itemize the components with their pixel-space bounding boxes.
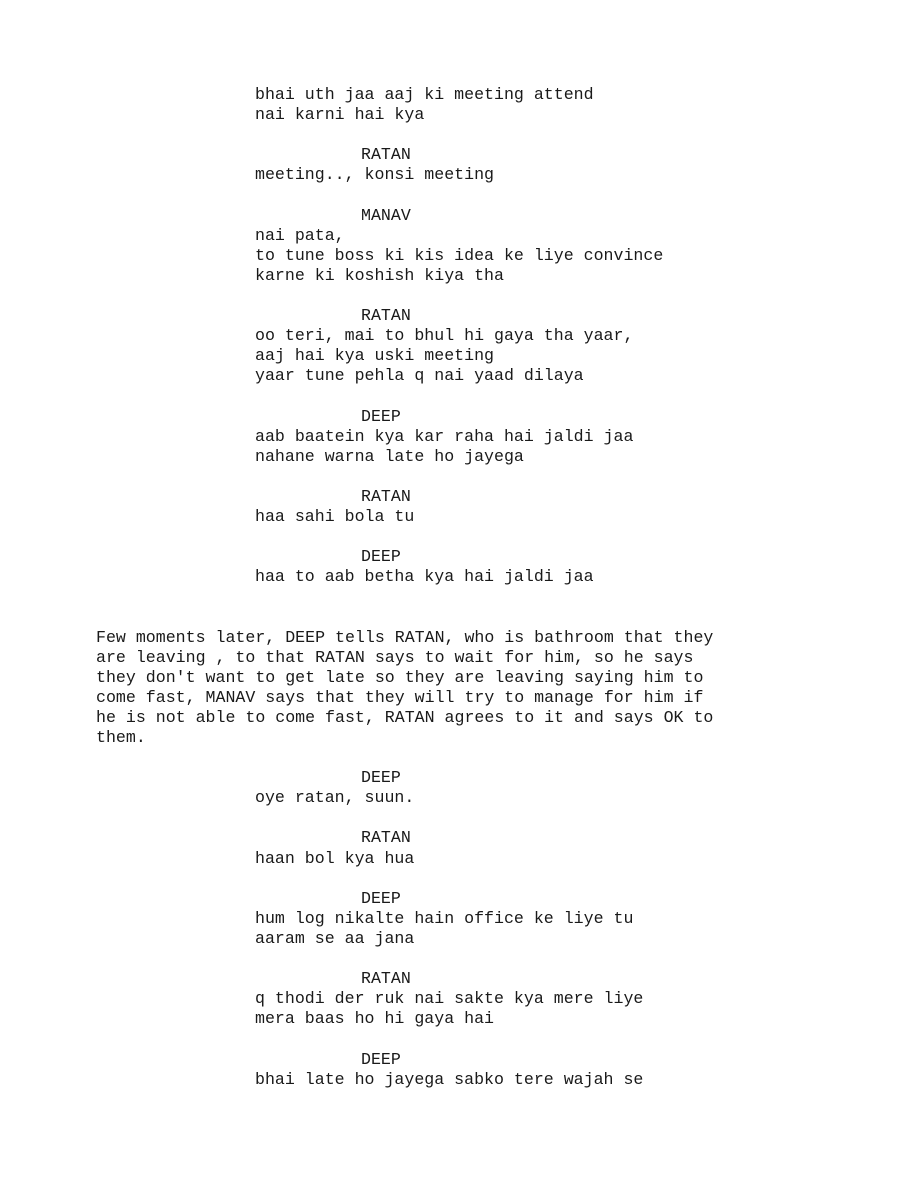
- dialogue-block: [0, 85, 916, 125]
- dialogue-block: [0, 427, 916, 467]
- character-name: MANAV: [361, 205, 411, 225]
- screenplay-body: [0, 85, 916, 1090]
- dialogue-line: haa sahi bola tu: [255, 506, 415, 526]
- action-line: they don't want to get late so they are leaving saying him to: [96, 667, 704, 687]
- dialogue-line: nai pata,: [255, 225, 345, 245]
- action-line: he is not able to come fast, RATAN agrees to it and says OK to: [96, 707, 714, 727]
- dialogue-line: aab baatein kya kar raha hai jaldi jaa: [255, 426, 634, 446]
- dialogue-line: bhai uth jaa aaj ki meeting attend: [255, 85, 594, 104]
- dialogue-line: haa to aab betha kya hai jaldi jaa: [255, 567, 594, 587]
- dialogue-line: aaj hai kya uski meeting: [255, 346, 494, 366]
- character-name: DEEP: [361, 1049, 401, 1069]
- dialogue-block: [0, 1070, 916, 1090]
- dialogue-block: [0, 788, 916, 808]
- dialogue-line: nahane warna late ho jayega: [255, 446, 524, 466]
- dialogue-line: meeting.., konsi meeting: [255, 165, 494, 185]
- character-name: DEEP: [361, 547, 401, 567]
- character-name: RATAN: [361, 486, 411, 506]
- dialogue-line: bhai late ho jayega sabko tere wajah se: [255, 1069, 644, 1089]
- dialogue-line: oye ratan, suun.: [255, 788, 415, 808]
- dialogue-line: aaram se aa jana: [255, 928, 415, 948]
- character-name: DEEP: [361, 888, 401, 908]
- dialogue-block: [0, 226, 916, 286]
- action-line: Few moments later, DEEP tells RATAN, who is bathroom that they: [96, 627, 714, 647]
- dialogue-line: yaar tune pehla q nai yaad dilaya: [255, 366, 584, 386]
- dialogue-block: [0, 909, 916, 949]
- character-name: DEEP: [361, 768, 401, 788]
- character-name: RATAN: [361, 969, 411, 989]
- character-name: RATAN: [361, 828, 411, 848]
- dialogue-line: haan bol kya hua: [255, 848, 415, 868]
- dialogue-block: [0, 326, 916, 386]
- action-line: them.: [96, 728, 146, 747]
- action-line: come fast, MANAV says that they will try to manage for him if: [96, 687, 704, 707]
- character-name: DEEP: [361, 406, 401, 426]
- action-line: are leaving , to that RATAN says to wait for him, so he says: [96, 647, 694, 667]
- dialogue-block: [0, 567, 916, 587]
- dialogue-line: hum log nikalte hain office ke liye tu: [255, 908, 634, 928]
- dialogue-line: mera baas ho hi gaya hai: [255, 1009, 494, 1029]
- dialogue-block: [0, 165, 916, 185]
- dialogue-line: oo teri, mai to bhul hi gaya tha yaar,: [255, 326, 634, 346]
- character-name: RATAN: [361, 145, 411, 165]
- dialogue-block: [0, 849, 916, 869]
- dialogue-line: q thodi der ruk nai sakte kya mere liye: [255, 989, 644, 1009]
- action-block: [0, 628, 916, 749]
- character-name: RATAN: [361, 306, 411, 326]
- dialogue-line: nai karni hai kya: [255, 105, 425, 125]
- dialogue-line: karne ki koshish kiya tha: [255, 265, 504, 285]
- dialogue-line: to tune boss ki kis idea ke liye convince: [255, 245, 664, 265]
- dialogue-block: [0, 507, 916, 527]
- dialogue-block: [0, 989, 916, 1029]
